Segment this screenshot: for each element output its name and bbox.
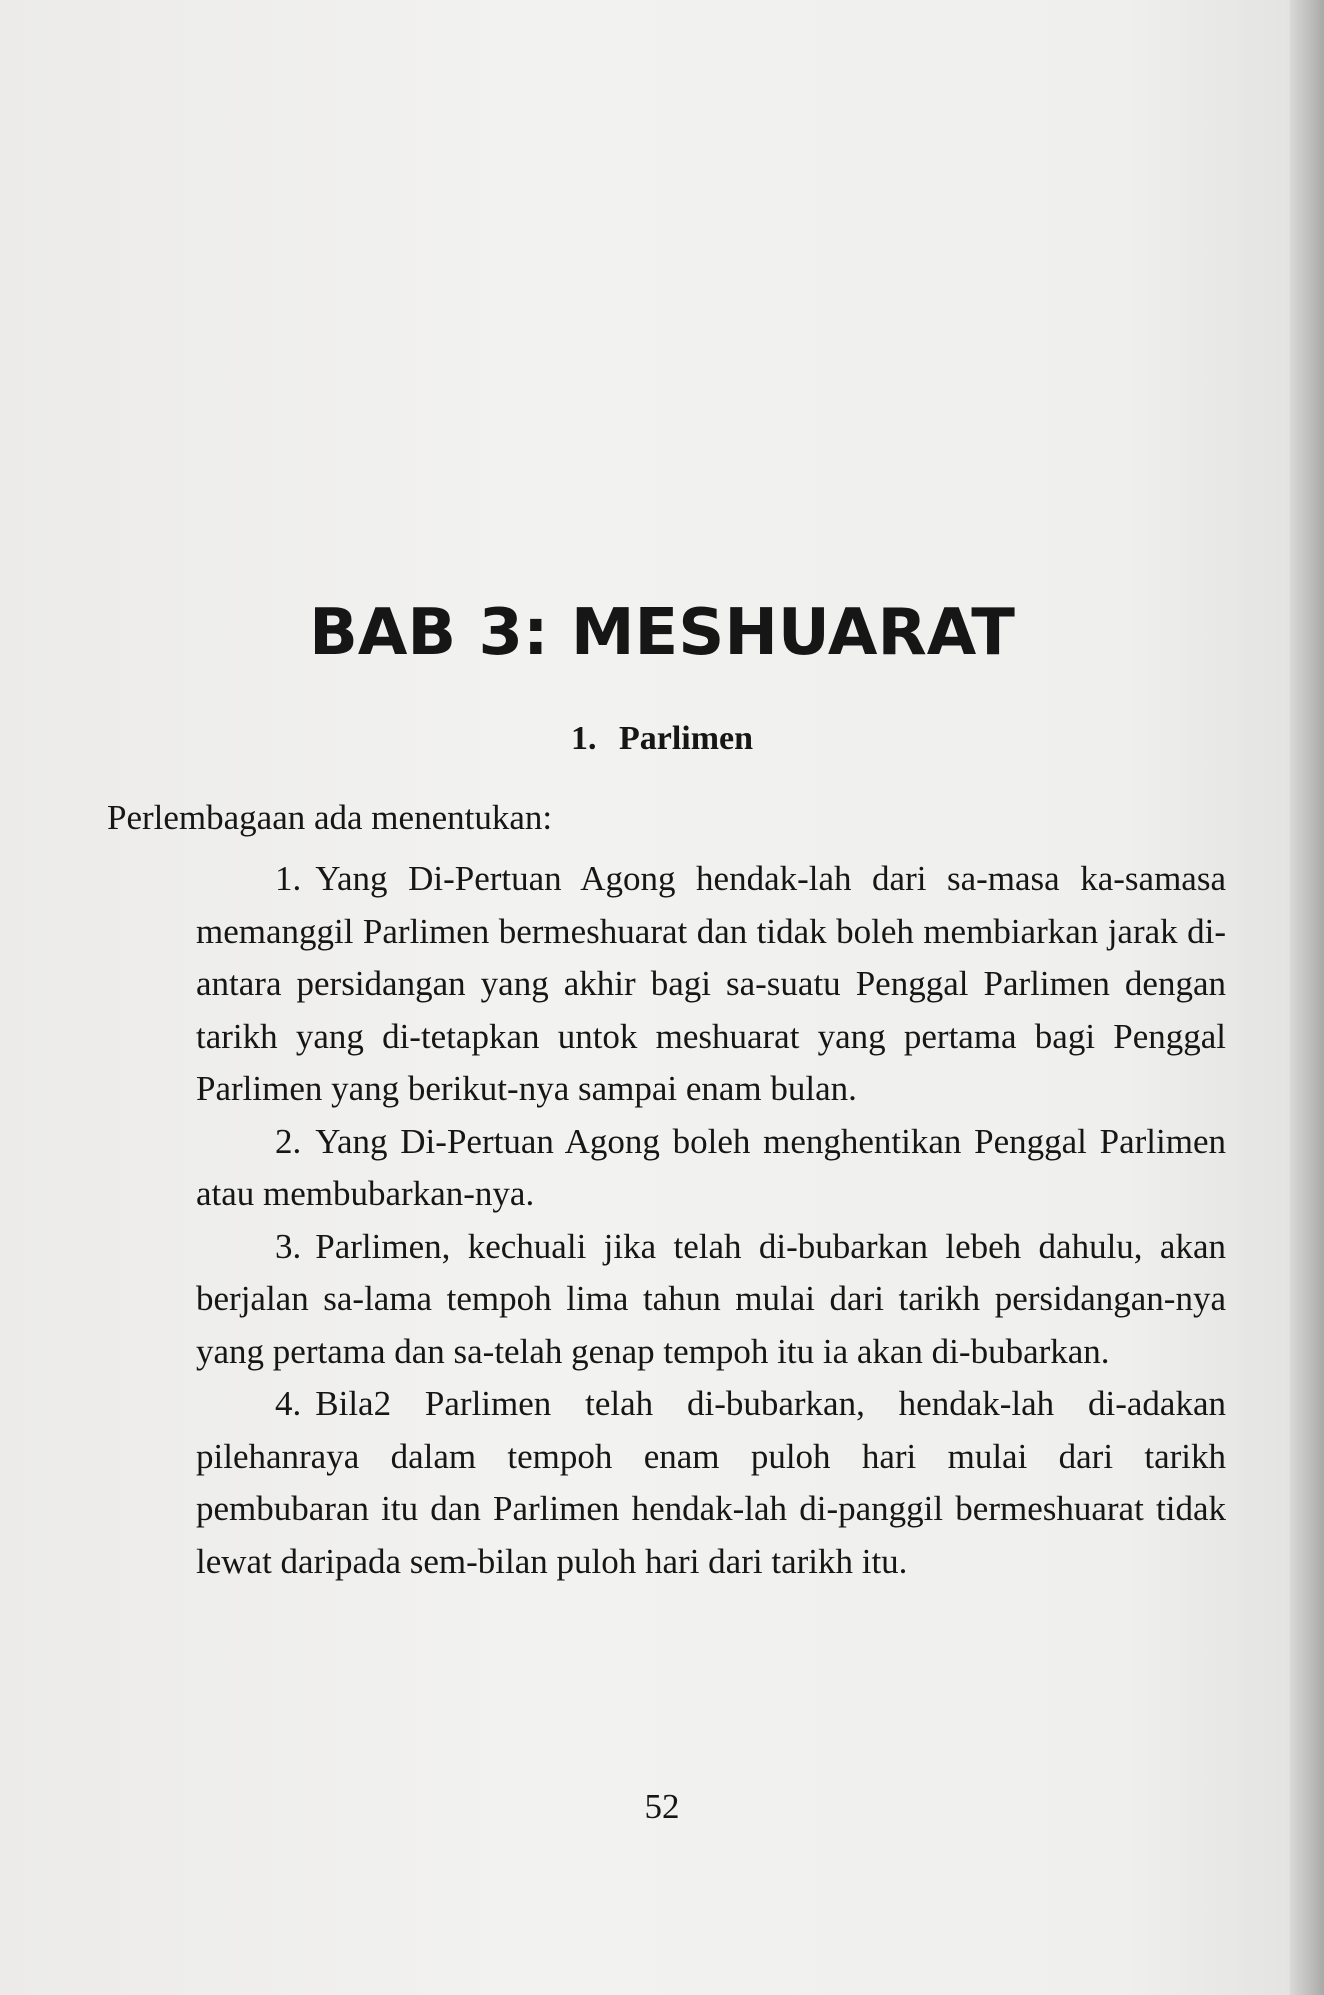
chapter-title: BAB 3: MESHUARAT [309, 596, 1015, 670]
clause-4 [196, 1378, 1226, 1588]
clause-list [196, 853, 1226, 1588]
clause-text: Bila2 Parlimen telah di-bubarkan, hendak-lah di-adakan pilehanraya dalam tempoh enam puloh hari mulai dari tarikh pembubaran itu dan Parlimen hendak-lah di-panggil bermeshuarat tidak lewat daripada sem-bilan puloh hari dari tarikh itu. [196, 1384, 1226, 1581]
clause-3 [196, 1221, 1226, 1379]
clause-number: 3. [275, 1226, 302, 1266]
section-heading [0, 720, 1324, 758]
clause-number: 2. [275, 1121, 302, 1161]
clause-text: Yang Di-Pertuan Agong boleh menghentikan Penggal Parlimen atau membubarkan-nya. [196, 1121, 1226, 1213]
clause-text: Yang Di-Pertuan Agong hendak-lah dari sa-masa ka-samasa memanggil Parlimen bermeshuarat dan tidak boleh membiarkan jarak di-antara persidangan yang akhir bagi sa-suatu Penggal Parlimen dengan tarikh yang di-tetapkan untok meshuarat yang pertama bagi Penggal Parlimen yang berikut-nya sampai enam bulan. [196, 859, 1226, 1108]
intro-text: Perlembagaan ada menentukan: [107, 798, 553, 837]
clause-number: 1. [275, 859, 302, 898]
clause-1 [196, 853, 1226, 1116]
section-title: Parlimen [618, 720, 754, 757]
section-number: 1. [570, 720, 597, 757]
clause-text: Parlimen, kechuali jika telah di-bubarkan lebeh dahulu, akan berjalan sa-lama tempoh lima tahun mulai dari tarikh persidangan-nya yang pertama dan sa-telah genap tempoh itu ia akan di-bubarkan. [196, 1226, 1226, 1371]
clause-2 [196, 1116, 1226, 1221]
page-number: 52 [644, 1787, 680, 1826]
clause-number: 4. [275, 1384, 302, 1423]
